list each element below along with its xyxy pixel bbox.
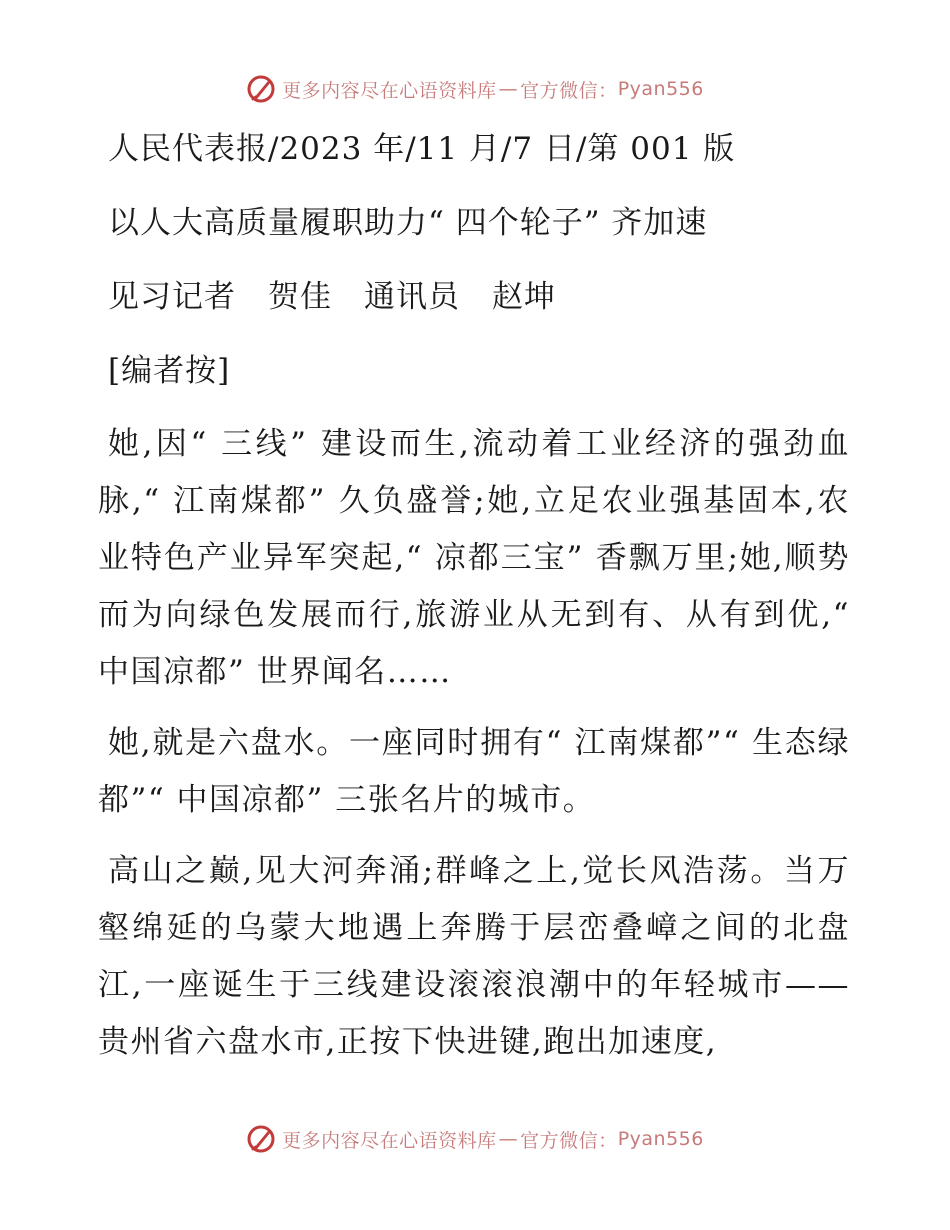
watermark-text: 更多内容尽在心语资料库: [282, 1129, 497, 1152]
paragraph-2: 她,就是六盘水。一座同时拥有“ 江南煤都”“ 生态绿都”“ 中国凉都” 三张名片的城市。: [98, 725, 850, 818]
watermark-separator: —: [498, 1128, 519, 1150]
watermark-bottom: [0, 1124, 950, 1154]
article-body: [98, 120, 850, 1081]
editor-note: [编者按]: [108, 353, 231, 389]
watermark-top: [0, 74, 950, 104]
watermark-wechat-label: 官方微信：: [520, 79, 618, 102]
watermark-wechat-label: 官方微信：: [520, 1129, 618, 1152]
byline: 见习记者 贺佳 通讯员 赵坤: [108, 279, 556, 315]
watermark-text: 更多内容尽在心语资料库: [282, 79, 497, 102]
watermark-separator: —: [498, 78, 519, 100]
quill-logo-icon: [246, 1124, 276, 1154]
source-line: 人民代表报/2023 年/11 月/7 日/第 001 版: [108, 131, 736, 167]
paragraph-3: 高山之巅,见大河奔涌;群峰之上,觉长风浩荡。当万壑绵延的乌蒙大地遇上奔腾于层峦叠嶂之间的北盘江,一座诞生于三线建设滚滚浪潮中的年轻城市——贵州省六盘水市,正按下快进键,跑出加速度,: [98, 853, 850, 1060]
watermark-wechat-id: Pyan556: [617, 78, 704, 100]
headline: 以人大高质量履职助力“ 四个轮子” 齐加速: [108, 205, 708, 241]
quill-logo-icon: [246, 74, 276, 104]
paragraph-1: 她,因“ 三线” 建设而生,流动着工业经济的强劲血脉,“ 江南煤都” 久负盛誉;她,立足农业强基固本,农业特色产业异军突起,“ 凉都三宝” 香飘万里;她,顺势而为向绿色发展而行,旅游业从无到有、从有到优,“ 中国凉都” 世界闻名……: [98, 426, 850, 690]
watermark-wechat-id: Pyan556: [617, 1128, 704, 1150]
